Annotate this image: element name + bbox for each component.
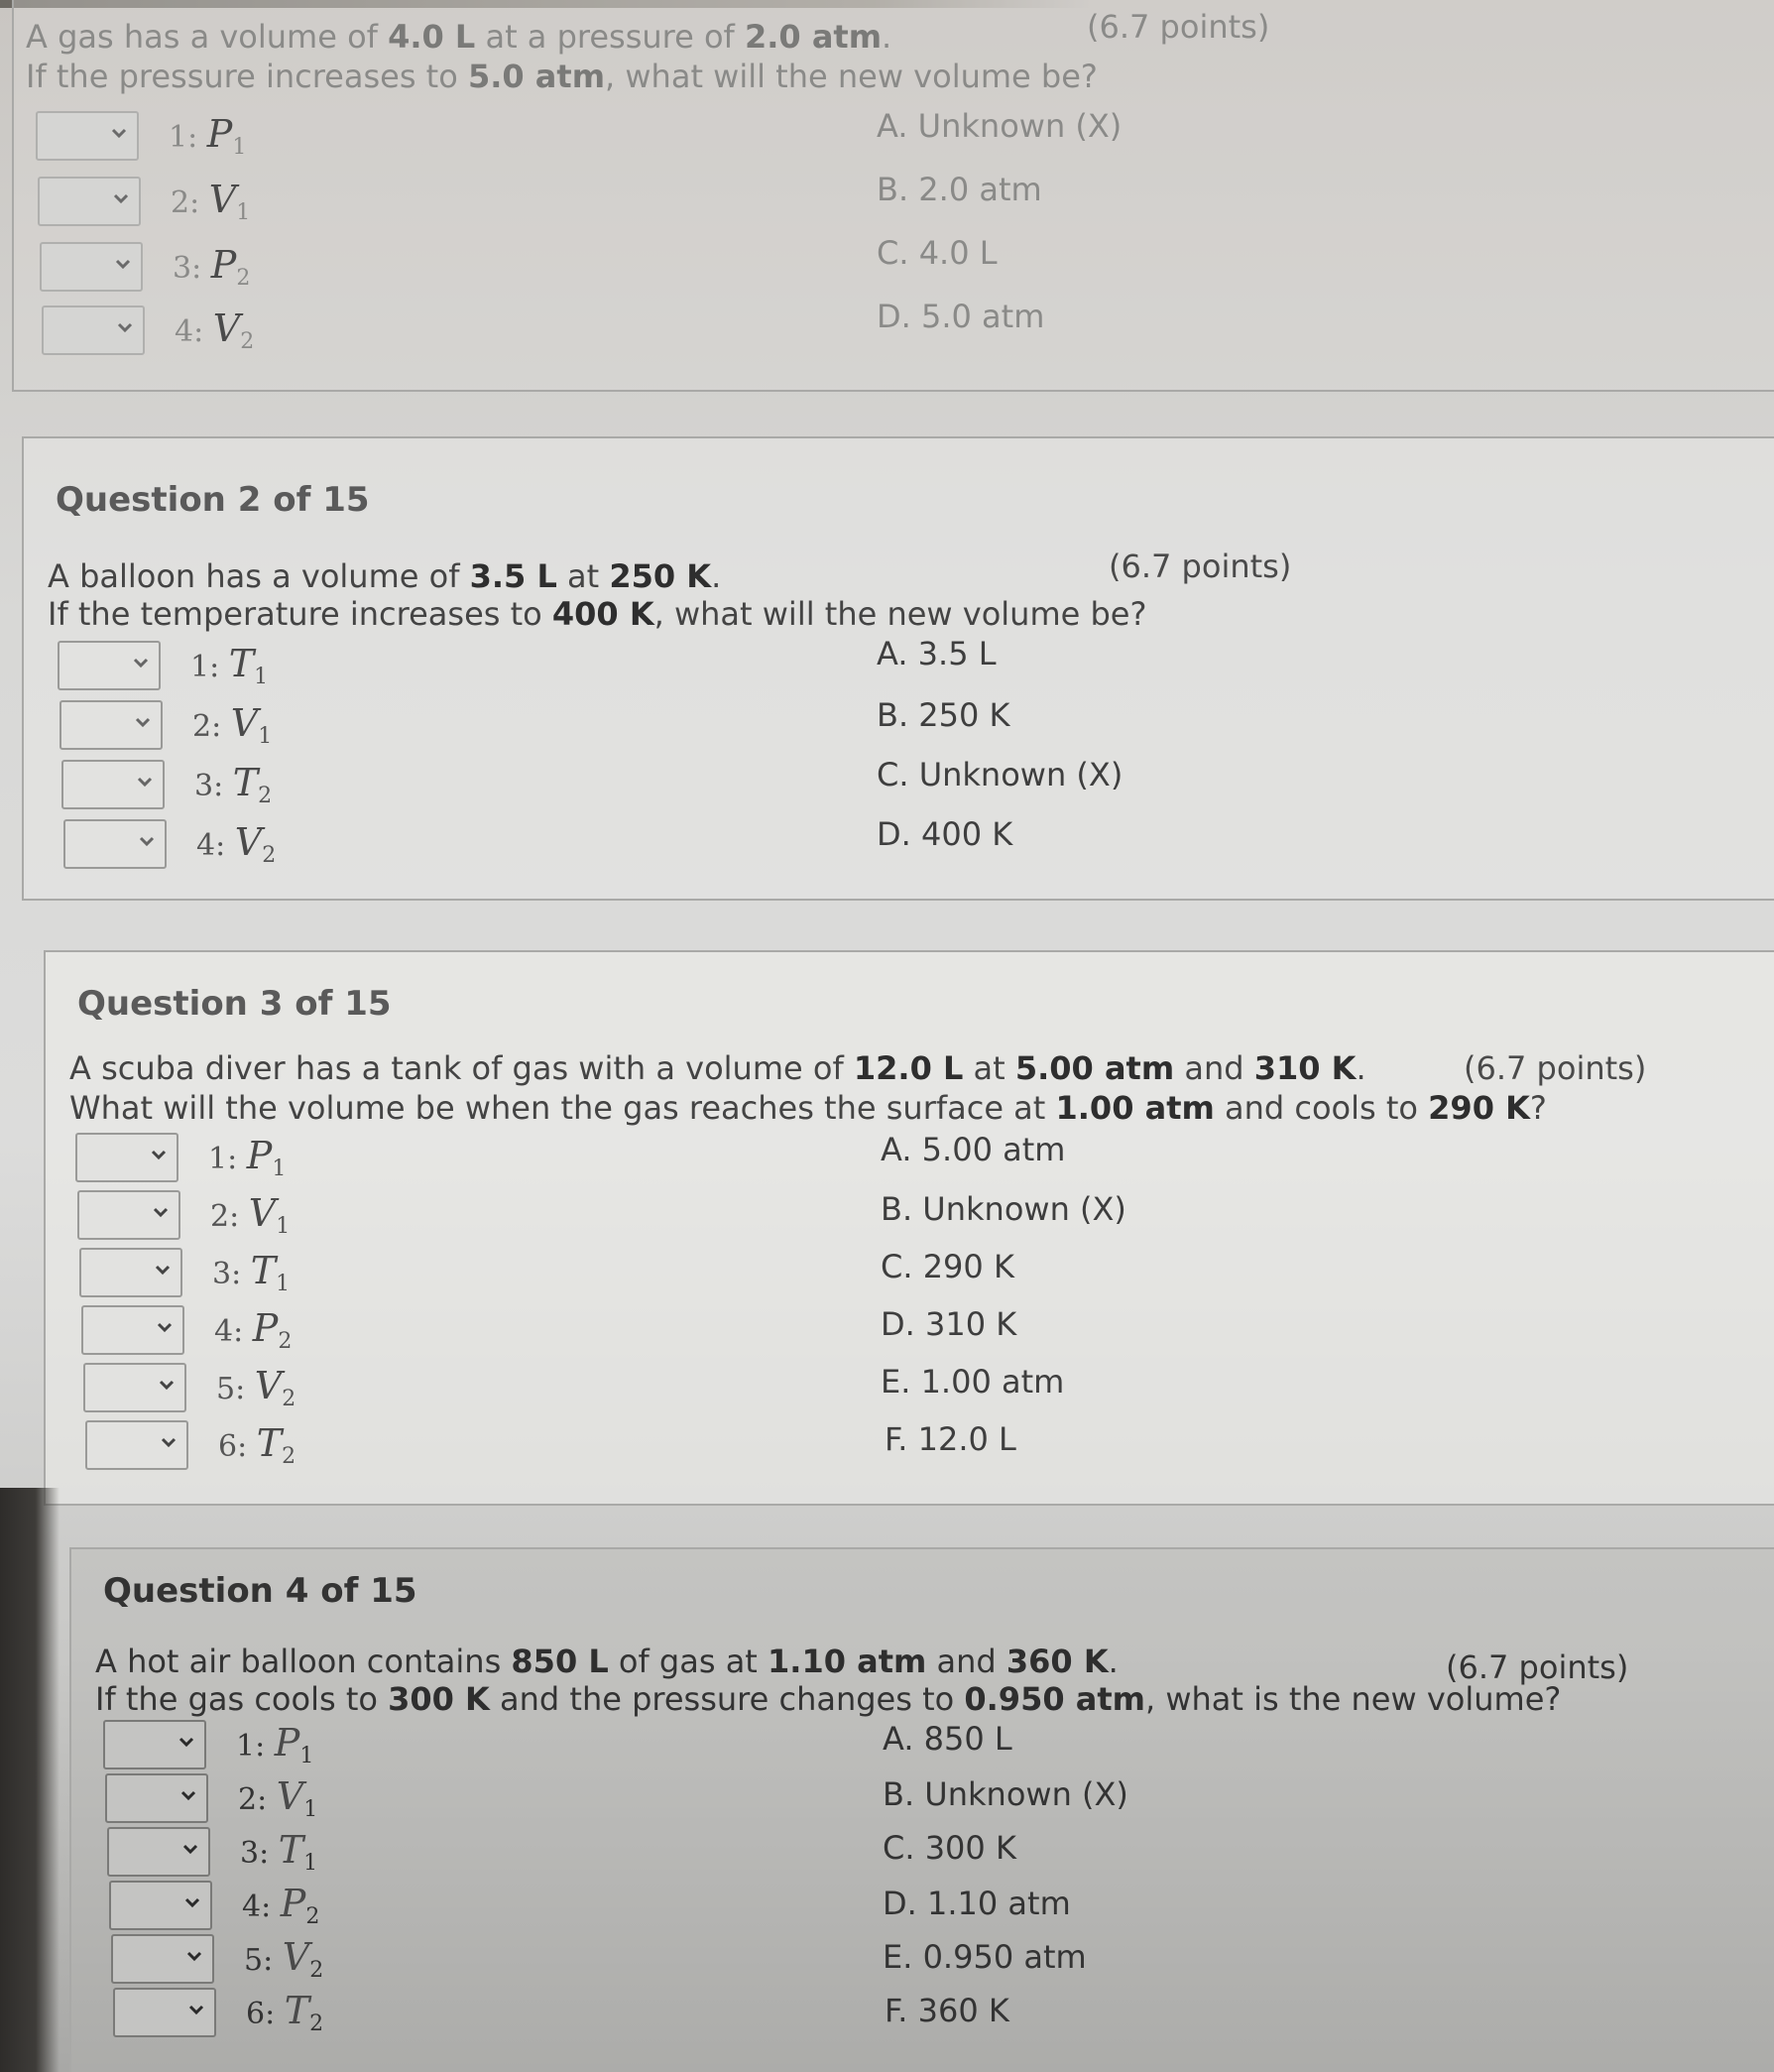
answer-option: C. 4.0 L (877, 234, 998, 272)
chevron-down-icon (159, 1377, 175, 1393)
variable-row (58, 639, 268, 692)
variable-label: 2: $V_1$ (171, 178, 251, 225)
variable-row (59, 698, 272, 752)
variable-row (61, 758, 272, 811)
variable-label: 3: $T_1$ (212, 1249, 291, 1296)
variable-label: 1: $P_1$ (169, 112, 247, 160)
question-card-2 (22, 436, 1774, 901)
question-4-title: Question 4 of 15 (103, 1571, 417, 1611)
question-card-3 (44, 950, 1774, 1506)
variable-label: 4: $P_2$ (242, 1882, 320, 1929)
chevron-down-icon (184, 1894, 200, 1910)
variable-row (75, 1131, 286, 1184)
variable-select-dropdown[interactable] (83, 1363, 186, 1412)
question-2-line-2: If the temperature increases to 400 K, what will the new volume be? (48, 595, 1147, 633)
answer-option: E. 0.950 atm (883, 1938, 1087, 1976)
chevron-down-icon (111, 125, 127, 141)
variable-select-dropdown[interactable] (38, 177, 141, 226)
variable-select-dropdown[interactable] (107, 1827, 210, 1877)
question-3-title: Question 3 of 15 (77, 984, 392, 1024)
variable-row (113, 1986, 323, 2039)
variable-select-dropdown[interactable] (61, 760, 165, 809)
variable-select-dropdown[interactable] (79, 1248, 182, 1297)
variable-select-dropdown[interactable] (58, 641, 161, 690)
question-1-points: (6.7 points) (1087, 8, 1270, 46)
variable-row (103, 1718, 313, 1771)
variable-select-dropdown[interactable] (59, 700, 163, 750)
question-card-1 (12, 0, 1774, 392)
answer-option: F. 360 K (885, 1992, 1009, 2029)
chevron-down-icon (180, 1787, 196, 1803)
answer-option: A. 5.00 atm (881, 1131, 1066, 1168)
variable-select-dropdown[interactable] (63, 819, 167, 869)
answer-option: D. 310 K (881, 1305, 1017, 1343)
variable-row (42, 304, 254, 357)
answer-option: C. 290 K (881, 1248, 1014, 1285)
variable-label: 6: $T_2$ (218, 1421, 296, 1469)
question-card-4 (69, 1547, 1774, 2072)
variable-row (63, 817, 276, 871)
variable-label: 1: $P_1$ (236, 1721, 314, 1768)
variable-row (40, 240, 250, 294)
variable-select-dropdown[interactable] (85, 1420, 188, 1470)
variable-select-dropdown[interactable] (81, 1305, 184, 1355)
chevron-down-icon (151, 1147, 167, 1162)
variable-label: 2: $V_1$ (192, 701, 273, 749)
variable-select-dropdown[interactable] (77, 1190, 180, 1240)
variable-select-dropdown[interactable] (113, 1988, 216, 2037)
variable-select-dropdown[interactable] (105, 1773, 208, 1823)
variable-select-dropdown[interactable] (109, 1881, 212, 1930)
answer-option: B. 250 K (877, 696, 1010, 734)
chevron-down-icon (117, 319, 133, 335)
question-3-line-1: A scuba diver has a tank of gas with a volume of 12.0 L at 5.00 atm and 310 K. (69, 1049, 1366, 1087)
chevron-down-icon (161, 1434, 177, 1450)
answer-option: E. 1.00 atm (881, 1363, 1065, 1401)
variable-label: 3: $T_2$ (194, 761, 273, 808)
question-1-line-1: A gas has a volume of 4.0 L at a pressure of 2.0 atm. (26, 18, 892, 56)
variable-label: 3: $P_2$ (173, 243, 251, 291)
chevron-down-icon (139, 833, 155, 849)
variable-label: 2: $V_1$ (210, 1191, 291, 1239)
variable-row (111, 1932, 323, 1986)
chevron-down-icon (133, 655, 149, 670)
question-2-title: Question 2 of 15 (56, 480, 370, 520)
answer-option: B. 2.0 atm (877, 171, 1042, 208)
variable-select-dropdown[interactable] (42, 305, 145, 355)
variable-label: 1: $T_1$ (190, 642, 269, 689)
variable-select-dropdown[interactable] (75, 1133, 178, 1182)
chevron-down-icon (115, 256, 131, 272)
chevron-down-icon (157, 1319, 173, 1335)
chevron-down-icon (188, 2002, 204, 2017)
question-4-line-1: A hot air balloon contains 850 L of gas at 1.10 atm and 360 K. (95, 1643, 1119, 1680)
variable-row (36, 109, 246, 163)
question-1-line-2: If the pressure increases to 5.0 atm, what will the new volume be? (26, 58, 1098, 95)
variable-label: 5: $V_2$ (216, 1364, 296, 1411)
question-3-points: (6.7 points) (1464, 1049, 1647, 1087)
answer-option: D. 1.10 atm (883, 1885, 1071, 1922)
answer-option: B. Unknown (X) (881, 1190, 1126, 1228)
variable-label: 3: $T_1$ (240, 1828, 318, 1876)
answer-option: D. 400 K (877, 815, 1013, 853)
chevron-down-icon (137, 774, 153, 790)
variable-label: 4: $P_2$ (214, 1306, 293, 1354)
variable-row (38, 175, 250, 228)
variable-row (81, 1303, 292, 1357)
question-4-line-2: If the gas cools to 300 K and the pressure changes to 0.950 atm, what is the new volume? (95, 1680, 1562, 1718)
screen-bezel (0, 1488, 59, 2072)
answer-option: D. 5.0 atm (877, 298, 1045, 335)
chevron-down-icon (155, 1262, 171, 1278)
variable-row (107, 1825, 317, 1879)
variable-label: 6: $T_2$ (246, 1989, 324, 2036)
answer-option: F. 12.0 L (885, 1420, 1016, 1458)
variable-row (83, 1361, 296, 1414)
variable-label: 1: $P_1$ (208, 1134, 287, 1181)
variable-label: 4: $V_2$ (196, 820, 277, 868)
answer-option: C. Unknown (X) (877, 756, 1124, 793)
chevron-down-icon (186, 1948, 202, 1964)
variable-label: 2: $V_1$ (238, 1774, 318, 1822)
variable-row (77, 1188, 290, 1242)
variable-select-dropdown[interactable] (40, 242, 143, 292)
answer-option: B. Unknown (X) (883, 1775, 1128, 1813)
chevron-down-icon (178, 1734, 194, 1750)
variable-label: 5: $V_2$ (244, 1935, 324, 1983)
variable-label: 4: $V_2$ (175, 306, 255, 354)
answer-option: A. 3.5 L (877, 635, 997, 672)
variable-select-dropdown[interactable] (103, 1720, 206, 1769)
chevron-down-icon (113, 190, 129, 206)
variable-row (105, 1771, 317, 1825)
question-2-line-1: A balloon has a volume of 3.5 L at 250 K. (48, 557, 722, 595)
variable-select-dropdown[interactable] (111, 1934, 214, 1984)
variable-row (109, 1879, 319, 1932)
question-4-points: (6.7 points) (1446, 1648, 1629, 1686)
answer-option: A. 850 L (883, 1720, 1012, 1758)
answer-option: A. Unknown (X) (877, 107, 1123, 145)
chevron-down-icon (135, 714, 151, 730)
chevron-down-icon (182, 1841, 198, 1857)
answer-option: C. 300 K (883, 1829, 1016, 1867)
variable-row (85, 1418, 296, 1472)
variable-row (79, 1246, 290, 1299)
chevron-down-icon (153, 1204, 169, 1220)
question-2-points: (6.7 points) (1109, 548, 1292, 585)
variable-select-dropdown[interactable] (36, 111, 139, 161)
question-3-line-2: What will the volume be when the gas reaches the surface at 1.00 atm and cools to 290 K? (69, 1089, 1547, 1127)
